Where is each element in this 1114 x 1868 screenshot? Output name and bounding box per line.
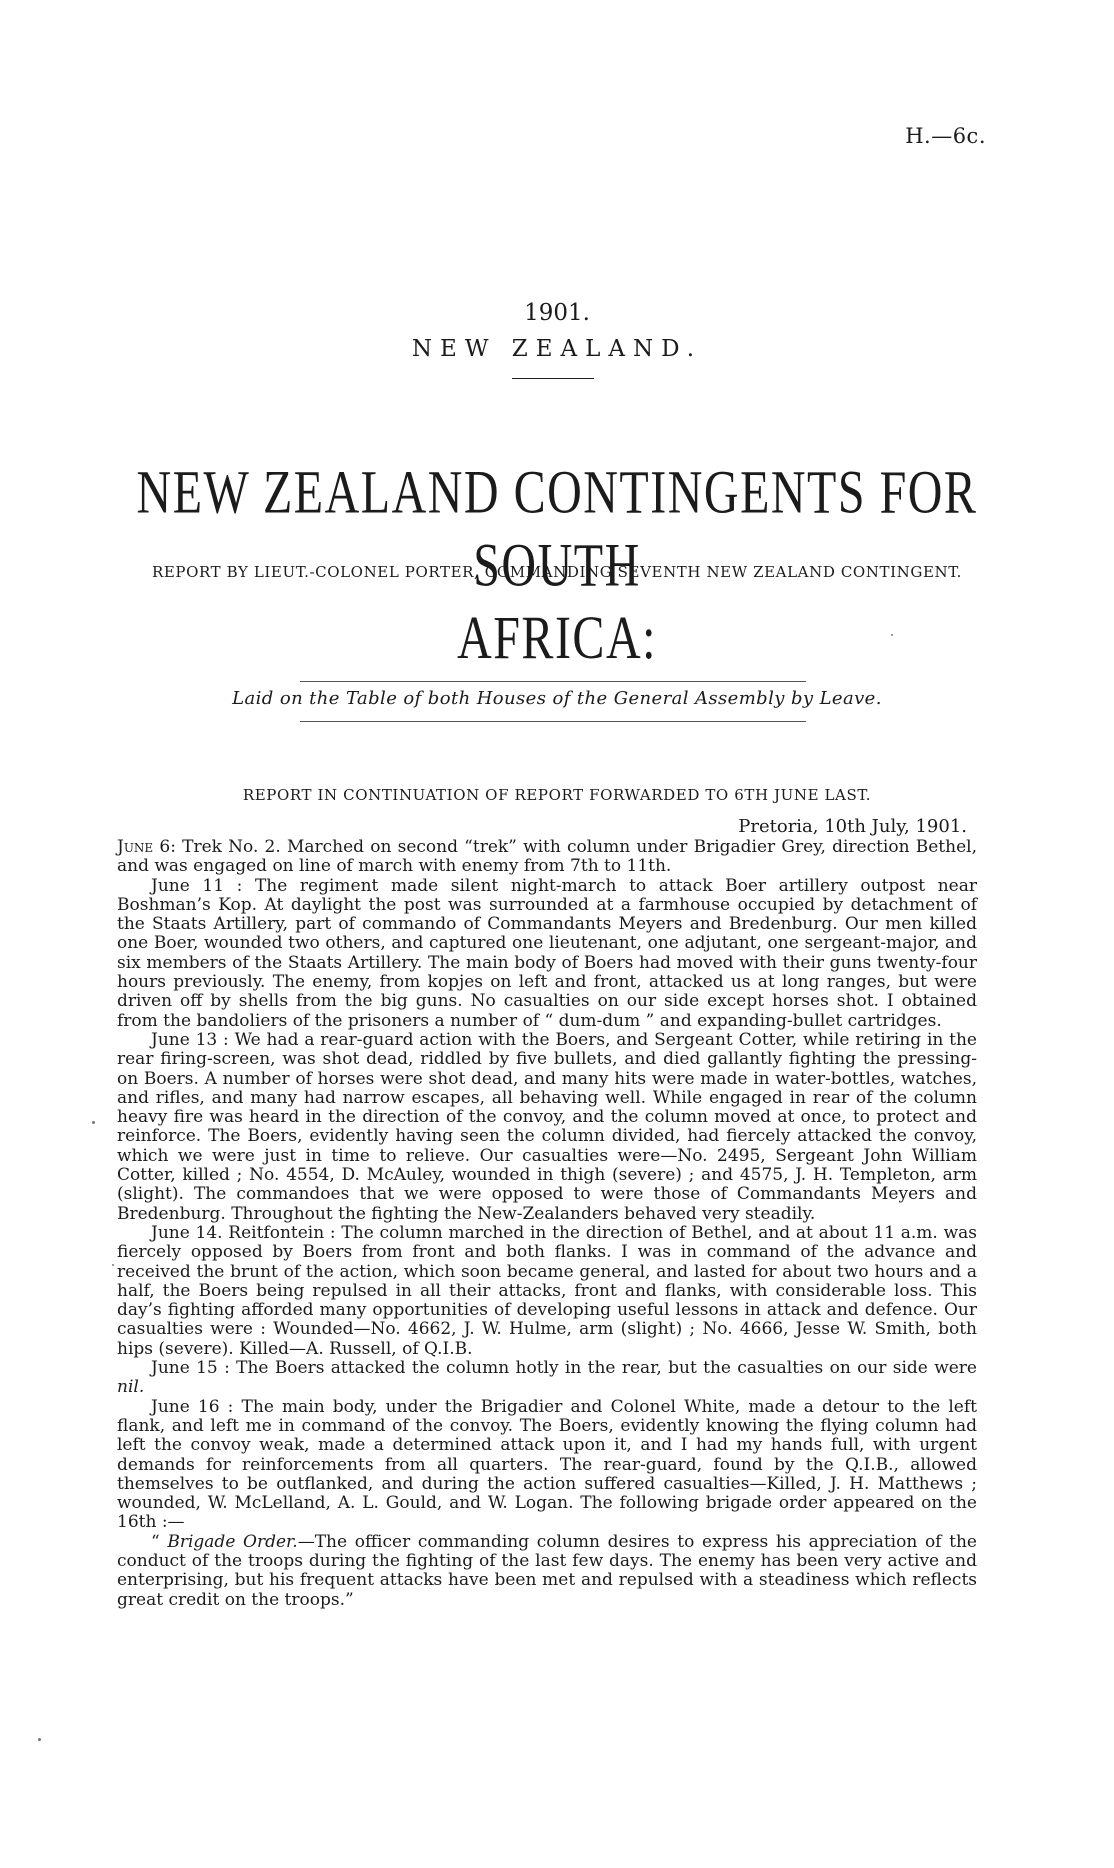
- paragraph-june-16: June 16 : The main body, under the Brigadier and Colonel White, made a detour to the left flank, and left me in command of the convoy. The Boers, evidently knowing the flying column had left the convoy weak, made a determined attack upon it, and I had my hands full, with urgent demands for reinforcements from all quarters. The rear-guard, found by the Q.I.B., allowed themselves to be outflanked, and during the action suffered casualties—Killed, J. H. Matthews ; wounded, W. McLelland, A. L. Gould, and W. Logan. The following brigade order appeared on the 16th :—: [117, 1396, 977, 1533]
- divider: [512, 378, 594, 379]
- year: 1901.: [524, 300, 590, 326]
- paragraph-brigade-order: [117, 1533, 977, 1610]
- paragraph-text: —The officer commanding column desires to express his appreciation of the conduct of the troops during the fighting of the last few days. The enemy has been very active and enterprising, but his frequent attacks have been met and repulsed with a steadiness which reflects great credit on the troops.”: [117, 1531, 977, 1610]
- report-body: [117, 838, 977, 1610]
- paragraph-text: June 15 : The Boers attacked the column hotly in the rear, but the casualties on our side were: [151, 1358, 977, 1379]
- paragraph-lead: June 6: [117, 837, 171, 857]
- title-line-2: AFRICA:: [457, 604, 657, 673]
- laid-notice: Laid on the Table of both Houses of the General Assembly by Leave.: [232, 688, 882, 709]
- scan-speck: [92, 1121, 95, 1124]
- country: NEW ZEALAND.: [411, 336, 703, 362]
- dateline: Pretoria, 10th July, 1901.: [738, 816, 967, 837]
- quote-lead: Brigade Order.: [167, 1531, 298, 1552]
- paragraph-tail: nil.: [117, 1377, 145, 1398]
- paragraph-june-13: June 13 : We had a rear-guard action with the Boers, and Sergeant Cotter, while retiring in the rear firing-screen, was shot dead, riddled by five bullets, and died gallantly fighting the pressing-on Boers. A number of horses were shot dead, and many hits were made in water-bottles, watches, and rifles, and many had narrow escapes, all behaving well. While engaged in rear of the column heavy fire was heard in the direction of the convoy, and the column moved at once, to protect and reinforce. The Boers, evidently having seen the column divided, had fiercely attacked the convoy, which we were just in time to relieve. Our casualties were—No. 2495, Sergeant John William Cotter, killed ; No. 4554, D. McAuley, wounded in thigh (severe) ; and 4575, J. H. Templeton, arm (slight). The commandoes that we were opposed to were those of Commandants Meyers and Bredenburg. Throughout the fighting the New-Zealanders behaved very steadily.: [117, 1029, 977, 1224]
- scan-speck: [38, 1738, 41, 1741]
- title-line-1: NEW ZEALAND CONTINGENTS FOR SOUTH: [136, 458, 978, 600]
- divider-top: [300, 681, 806, 682]
- paragraph-june-14: June 14. Reitfontein : The column marched in the direction of Bethel, and at about 11 a.m. was fiercely opposed by Boers from front and both flanks. I was in command of the advance and received the brunt of the action, which soon became general, and lasted for about two hours and a half, the Boers being repulsed in all their attacks, front and flanks, with considerable loss. This day’s fighting afforded many opportunities of developing useful lessons in attack and defence. Our casualties were : Wounded—No. 4662, J. W. Hulme, arm (slight) ; No. 4666, Jesse W. Smith, both hips (severe). Killed—A. Russell, of Q.I.B.: [117, 1222, 977, 1359]
- quote-open: “: [151, 1531, 168, 1552]
- report-heading: REPORT IN CONTINUATION OF REPORT FORWARDED TO 6TH JUNE LAST.: [242, 786, 872, 804]
- paragraph-june-15: [117, 1359, 977, 1398]
- scan-speck: [891, 634, 893, 636]
- scan-speck: [112, 1264, 114, 1266]
- document-subtitle: REPORT BY LIEUT.-COLONEL PORTER, COMMANDING SEVENTH NEW ZEALAND CONTINGENT.: [151, 563, 963, 581]
- divider-bottom: [300, 721, 806, 722]
- paragraph-june-6: [117, 838, 977, 877]
- paragraph-june-11: June 11 : The regiment made silent night-march to attack Boer artillery outpost near Boshman’s Kop. At daylight the post was surrounded at a farmhouse occupied by detachment of the Staats Artillery, part of commando of Commandants Meyers and Bredenburg. Our men killed one Boer, wounded two others, and captured one lieutenant, one adjutant, one sergeant-major, and six members of the Staats Artillery. The main body of Boers had moved with their guns twenty-four hours previously. The enemy, from kopjes on left and front, attacked us at long ranges, but were driven off by shells from the big guns. No casualties on our side except horses shot. I obtained from the bandoliers of the prisoners a number of “ dum-dum ” and expanding-bullet cartridges.: [117, 875, 977, 1031]
- paragraph-text: : Trek No. 2. Marched on second “trek” with column under Brigadier Grey, direction Bethel, and was engaged on line of march with enemy from 7th to 11th.: [117, 837, 977, 877]
- document-code: H.—6c.: [905, 124, 986, 148]
